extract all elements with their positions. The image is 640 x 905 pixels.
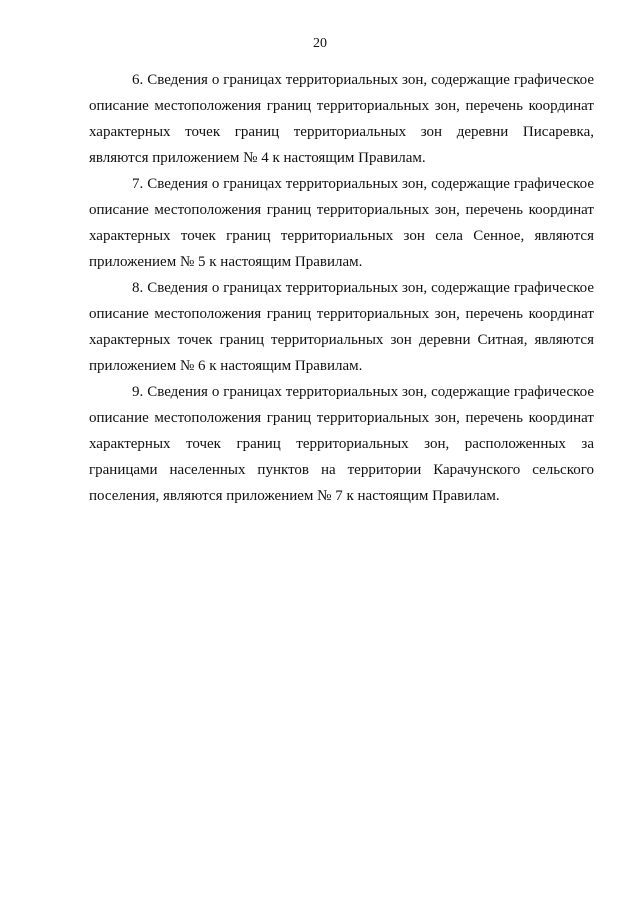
paragraph-item-7 [89,171,594,275]
paragraph-line: 8. Сведения о границах территориальных зон, содержащие графическое [132,280,594,296]
document-body [89,67,594,509]
paragraph-line: описание местоположения границ территориальных зон, перечень координат [89,410,594,426]
paragraph-line: поселения, являются приложением № 7 к настоящим Правилам. [89,488,500,504]
paragraph-line: описание местоположения границ территориальных зон, перечень координат [89,202,594,218]
paragraph-line: приложением № 5 к настоящим Правилам. [89,254,363,270]
page-number: 20 [313,36,327,51]
paragraph-line: являются приложением № 4 к настоящим Правилам. [89,150,426,166]
paragraph-line: характерных точек границ территориальных зон деревни Писаревка, [89,124,594,140]
paragraph-line: границами населенных пунктов на территории Карачунского сельского [89,462,594,478]
paragraph-line: характерных точек границ территориальных зон, расположенных за [89,436,594,452]
paragraph-line: описание местоположения границ территориальных зон, перечень координат [89,306,594,322]
paragraph-item-8 [89,275,594,379]
paragraph-line: приложением № 6 к настоящим Правилам. [89,358,363,374]
paragraph-line: 7. Сведения о границах территориальных зон, содержащие графическое [132,176,594,192]
paragraph-line: описание местоположения границ территориальных зон, перечень координат [89,98,594,114]
paragraph-line: 9. Сведения о границах территориальных зон, содержащие графическое [132,384,594,400]
paragraph-line: 6. Сведения о границах территориальных зон, содержащие графическое [132,72,594,88]
paragraph-line: характерных точек границ территориальных зон деревни Ситная, являются [89,332,594,348]
paragraph-item-9 [89,379,594,509]
paragraph-item-6 [89,67,594,171]
paragraph-line: характерных точек границ территориальных зон села Сенное, являются [89,228,594,244]
